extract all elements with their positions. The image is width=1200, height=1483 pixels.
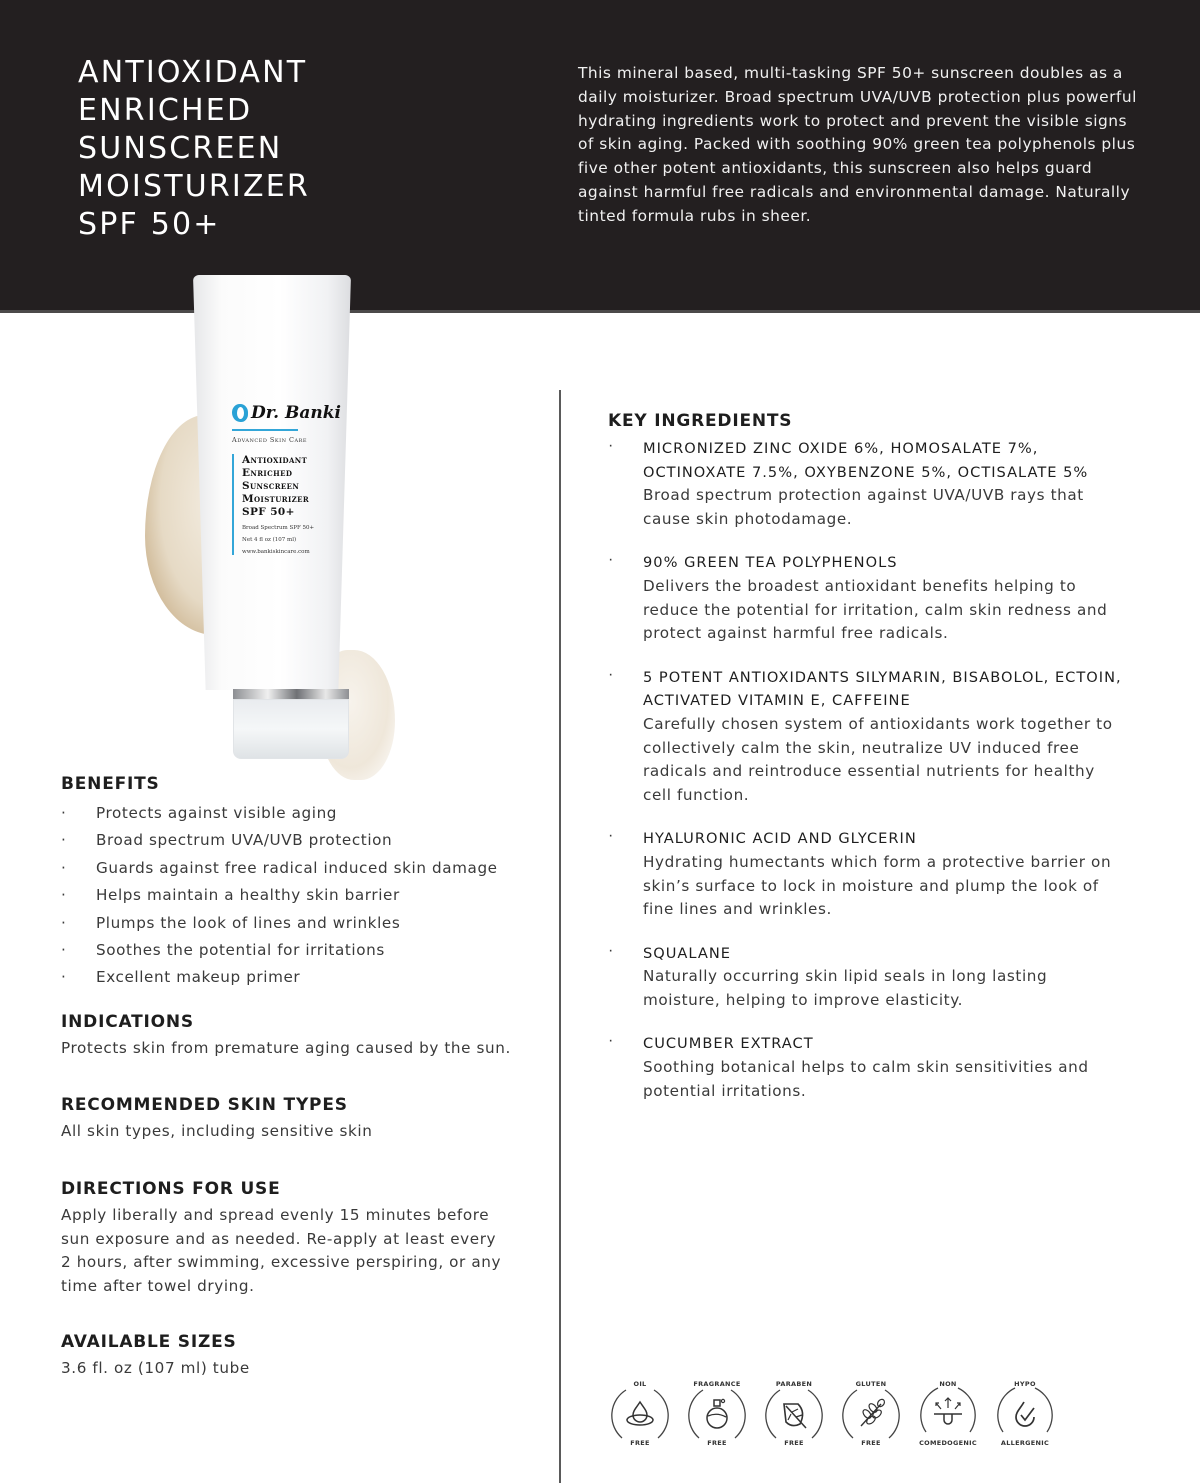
benefit-text: Soothes the potential for irritations: [96, 941, 385, 960]
ingredient-item: [608, 551, 1128, 645]
ingredient-desc: Carefully chosen system of antioxidants work together to collectively calm the skin, neutralize UV induced free radicals and reintroduce essential nutrients for healthy cell function.: [643, 714, 1113, 804]
badge-oil-free: [608, 1382, 672, 1446]
key-ingredients-section: [608, 411, 1128, 1103]
label-line: SPF 50+: [242, 506, 295, 518]
sizes-section: [61, 1332, 531, 1381]
indications-text: Protects skin from premature aging caused by the sun.: [61, 1039, 511, 1057]
title-line: SPF 50+: [78, 207, 221, 242]
benefit-text: Broad spectrum UVA/UVB protection: [96, 831, 393, 850]
bullet-icon: ·: [61, 941, 67, 960]
benefit-text: Excellent makeup primer: [96, 968, 301, 987]
ingredient-desc: Broad spectrum protection against UVA/UVB rays that cause skin photodamage.: [643, 486, 1084, 528]
benefits-section: [61, 774, 531, 992]
directions-heading: DIRECTIONS FOR USE: [61, 1179, 281, 1199]
badge-top-text: PARABEN: [775, 1380, 813, 1388]
ingredient-desc: Soothing botanical helps to calm skin sensitivities and potential irritations.: [643, 1058, 1089, 1100]
badge-top-text: GLUTEN: [855, 1380, 887, 1388]
badge-fragrance-free: [685, 1382, 749, 1446]
skin-types-text: All skin types, including sensitive skin: [61, 1122, 373, 1140]
benefit-item: [61, 882, 531, 909]
certification-badges: [606, 1382, 1106, 1448]
brand-rule: [232, 429, 298, 431]
benefit-item: [61, 855, 531, 882]
ingredient-desc: Delivers the broadest antioxidant benefits helping to reduce the potential for irritation, calm skin redness and protect against harmful free radicals.: [643, 576, 1108, 643]
bullet-icon: ·: [608, 551, 614, 569]
label-line: Moisturizer: [242, 493, 310, 505]
bullet-icon: ·: [61, 886, 67, 905]
ingredient-item: [608, 666, 1128, 808]
indications-section: [61, 1012, 531, 1061]
title-line: MOISTURIZER: [78, 169, 310, 204]
sizes-text: 3.6 fl. oz (107 ml) tube: [61, 1359, 250, 1377]
ingredient-item: [608, 1032, 1128, 1103]
cap-ring: [233, 689, 349, 699]
bullet-icon: ·: [608, 941, 614, 959]
badge-top-text: OIL: [633, 1380, 647, 1388]
directions-text: Apply liberally and spread evenly 15 minutes before sun exposure and as needed. Re-apply at least every 2 hours, after swimming, excessive perspiring, or any time after towel drying.: [61, 1206, 502, 1295]
label-box: [232, 454, 362, 555]
label-line: Antioxidant: [242, 454, 308, 466]
directions-section: [61, 1179, 511, 1298]
badge-top-text: NON: [939, 1380, 957, 1388]
label-line: Sunscreen: [242, 480, 300, 492]
badge-paraben-free: [762, 1382, 826, 1446]
drop-check-icon: [993, 1382, 1057, 1446]
bullet-icon: ·: [61, 831, 67, 850]
brand-face-icon: [232, 404, 248, 422]
bullet-icon: ·: [61, 968, 67, 987]
badge-bottom-text: ALLERGENIC: [1000, 1439, 1050, 1447]
bullet-icon: ·: [608, 665, 614, 683]
ingredient-name: CUCUMBER EXTRACT: [643, 1035, 814, 1053]
tube-label: [232, 403, 362, 555]
badge-gluten-free: [839, 1382, 903, 1446]
badge-hypo-allergenic: [993, 1382, 1057, 1446]
key-ingredients-heading: KEY INGREDIENTS: [608, 411, 793, 431]
badge-bottom-text: FREE: [707, 1439, 727, 1447]
product-intro: This mineral based, multi-tasking SPF 50+ sunscreen doubles as a daily moisturizer. Broad spectrum UVA/UVB protection plus powerful hydrating ingredients work to protect and prevent the visible signs of skin aging. Packed with soothing 90% green tea polyphenols plus five other potent antioxidants, this sunscreen also helps guard against harmful free radicals and environmental damage. Naturally tinted formula rubs in sheer.: [578, 64, 1137, 225]
ingredient-item: [608, 437, 1128, 531]
badge-bottom-text: FREE: [630, 1439, 650, 1447]
label-url: www.bankiskincare.com: [242, 549, 310, 555]
label-line: Enriched: [242, 467, 293, 479]
product-title: [78, 54, 378, 244]
benefit-item: [61, 937, 531, 964]
benefit-text: Protects against visible aging: [96, 804, 338, 822]
product-image: [140, 270, 400, 790]
benefit-item: [61, 800, 531, 827]
wheat-icon: [839, 1382, 903, 1446]
perfume-bottle-icon: [685, 1382, 749, 1446]
badge-bottom-text: FREE: [784, 1439, 804, 1447]
title-line: SUNSCREEN: [78, 131, 283, 166]
ingredient-item: [608, 827, 1128, 921]
leaf-icon: [762, 1382, 826, 1446]
label-spectrum: Broad Spectrum SPF 50+: [242, 525, 315, 531]
badge-bottom-text: COMEDOGENIC: [919, 1439, 977, 1447]
brand-name: Dr. Banki: [251, 403, 341, 423]
ingredient-name: 5 POTENT ANTIOXIDANTS SILYMARIN, BISABOLOL, ECTOIN, ACTIVATED VITAMIN E, CAFFEINE: [643, 668, 1122, 710]
skin-types-section: [61, 1095, 531, 1144]
badge-top-text: HYPO: [1014, 1380, 1036, 1388]
ingredient-desc: Hydrating humectants which form a protective barrier on skin’s surface to lock in moisture and plump the look of fine lines and wrinkles.: [643, 852, 1112, 919]
bullet-icon: ·: [608, 827, 614, 845]
bullet-icon: ·: [61, 858, 67, 877]
pore-icon: [916, 1382, 980, 1446]
brand-logo: [232, 403, 362, 423]
benefit-item: [61, 964, 531, 991]
ingredient-item: [608, 942, 1128, 1013]
indications-heading: INDICATIONS: [61, 1012, 194, 1032]
brand-subtitle: Advanced Skin Care: [232, 436, 308, 444]
benefit-text: Plumps the look of lines and wrinkles: [96, 913, 401, 932]
ingredient-name: HYALURONIC ACID AND GLYCERIN: [643, 830, 917, 848]
label-product-name: [242, 454, 362, 519]
ingredient-name: MICRONIZED ZINC OXIDE 6%, HOMOSALATE 7%, OCTINOXATE 7.5%, OXYBENZONE 5%, OCTISALATE 5%: [643, 440, 1089, 481]
skin-types-heading: RECOMMENDED SKIN TYPES: [61, 1095, 348, 1115]
bullet-icon: ·: [608, 1032, 614, 1050]
sizes-heading: AVAILABLE SIZES: [61, 1332, 237, 1352]
tube-cap: [233, 699, 349, 759]
badge-bottom-text: FREE: [861, 1439, 881, 1447]
benefit-item: [61, 827, 531, 854]
column-divider: [559, 390, 561, 1483]
badge-non-comedogenic: [916, 1382, 980, 1446]
benefit-text: Helps maintain a healthy skin barrier: [96, 886, 400, 905]
bullet-icon: ·: [61, 913, 67, 932]
bullet-icon: ·: [608, 437, 614, 454]
benefits-list: [61, 800, 531, 992]
ingredient-name: 90% GREEN TEA POLYPHENOLS: [643, 554, 898, 572]
title-line: ANTIOXIDANT: [78, 55, 308, 90]
oil-drop-icon: [608, 1382, 672, 1446]
ingredient-desc: Naturally occurring skin lipid seals in long lasting moisture, helping to improve elasticity.: [643, 967, 1048, 1009]
ingredient-name: SQUALANE: [643, 944, 732, 962]
benefits-heading: BENEFITS: [61, 774, 160, 794]
benefit-text: Guards against free radical induced skin damage: [96, 858, 498, 877]
benefit-item: [61, 910, 531, 937]
badge-top-text: FRAGRANCE: [693, 1380, 741, 1388]
label-net: Net 4 fl oz (107 ml): [242, 537, 297, 543]
bullet-icon: ·: [61, 804, 67, 822]
title-line: ENRICHED: [78, 93, 253, 128]
